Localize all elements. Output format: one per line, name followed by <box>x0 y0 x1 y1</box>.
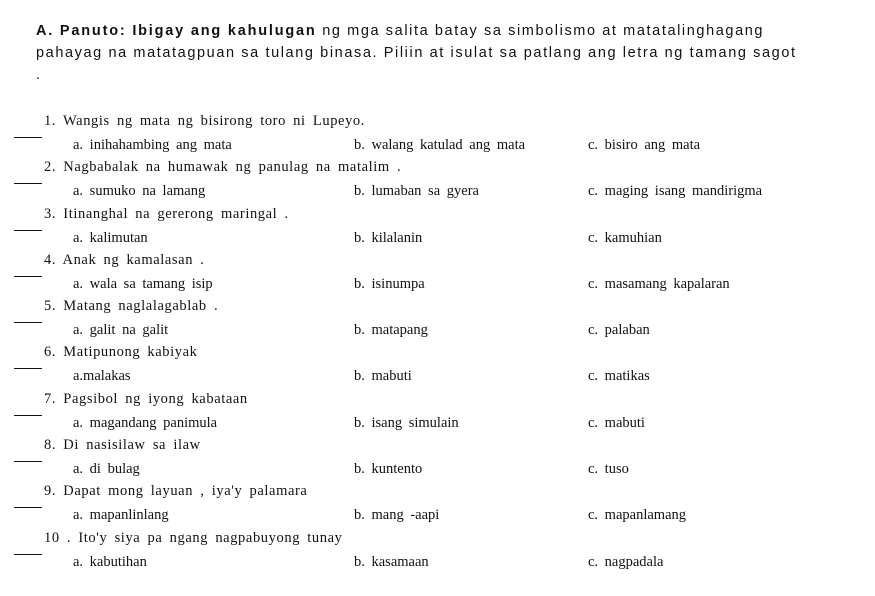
question-item <box>14 295 864 341</box>
choice-b: b. walang katulad ang mata <box>354 137 526 153</box>
choice-c: c. kamuhian <box>588 229 662 246</box>
question-item <box>14 110 864 156</box>
choice-c: c. matikas <box>588 368 650 385</box>
question-item <box>14 434 864 480</box>
choice-b: b. mang -aapi <box>354 507 440 524</box>
instructions <box>36 20 806 86</box>
question-item <box>14 341 864 387</box>
question-text: 10 . Ito'y siya pa ngang nagpabuyong tunay <box>44 529 343 546</box>
choice-c: c. bisiro ang mata <box>588 137 701 153</box>
instructions-label: A. Panuto: Ibigay ang kahulugan <box>36 23 317 39</box>
choice-a: a. kalimutan <box>73 229 148 246</box>
question-item <box>14 388 864 434</box>
question-text: 4. Anak ng kamalasan . <box>44 251 205 268</box>
question-item <box>14 527 864 573</box>
question-text: 6. Matipunong kabiyak <box>44 344 198 361</box>
choice-b: b. matapang <box>354 322 428 339</box>
choice-a: a. sumuko na lamang <box>73 183 206 200</box>
choice-b: b. kasamaan <box>354 553 429 570</box>
choice-c: c. tuso <box>588 461 629 478</box>
choice-a: a.malakas <box>73 368 131 385</box>
choice-b: b. kilalanin <box>354 229 423 246</box>
instructions-text: ng mga salita batay sa simbolismo at matatalinghagang pahayag na matatagpuan sa tulang binasa. Piliin at isulat sa patlang ang letra ng tamang sagot . <box>36 23 797 83</box>
choice-c: c. mabuti <box>588 414 645 431</box>
choice-b: b. isinumpa <box>354 275 425 292</box>
question-item <box>14 156 864 202</box>
question-item <box>14 480 864 526</box>
choice-c: c. masamang kapalaran <box>588 275 730 292</box>
choice-c: c. palaban <box>588 322 650 339</box>
choice-a: a. kabutihan <box>73 553 147 570</box>
question-text: 8. Di nasisilaw sa ilaw <box>44 437 201 454</box>
question-text: 9. Dapat mong layuan , iya'y palamara <box>44 483 308 500</box>
question-text: 7. Pagsibol ng iyong kabataan <box>44 390 248 407</box>
choice-a: a. galit na galit <box>73 322 169 339</box>
choice-a: a. di bulag <box>73 461 140 478</box>
choice-c: c. nagpadala <box>588 553 664 570</box>
question-text: 5. Matang naglalagablab . <box>44 298 219 315</box>
choice-b: b. isang simulain <box>354 414 459 431</box>
choice-b: b. mabuti <box>354 368 412 385</box>
question-item <box>14 249 864 295</box>
choice-c: c. mapanlamang <box>588 507 687 524</box>
question-text: 2. Nagbabalak na humawak ng panulag na matalim . <box>44 159 402 176</box>
choice-a: a. magandang panimula <box>73 414 218 431</box>
question-text: 1. Wangis ng mata ng bisirong toro ni Lupeyo. <box>44 113 366 129</box>
choice-b: b. lumaban sa gyera <box>354 183 479 200</box>
choice-a: a. mapanlinlang <box>73 507 169 524</box>
question-item <box>14 203 864 249</box>
choice-c: c. maging isang mandirigma <box>588 183 763 200</box>
choice-a: a. wala sa tamang isip <box>73 275 213 292</box>
choice-b: b. kuntento <box>354 461 423 478</box>
question-text: 3. Itinanghal na gererong maringal . <box>44 205 289 222</box>
question-list <box>14 110 864 573</box>
choice-a: a. inihahambing ang mata <box>73 137 232 153</box>
